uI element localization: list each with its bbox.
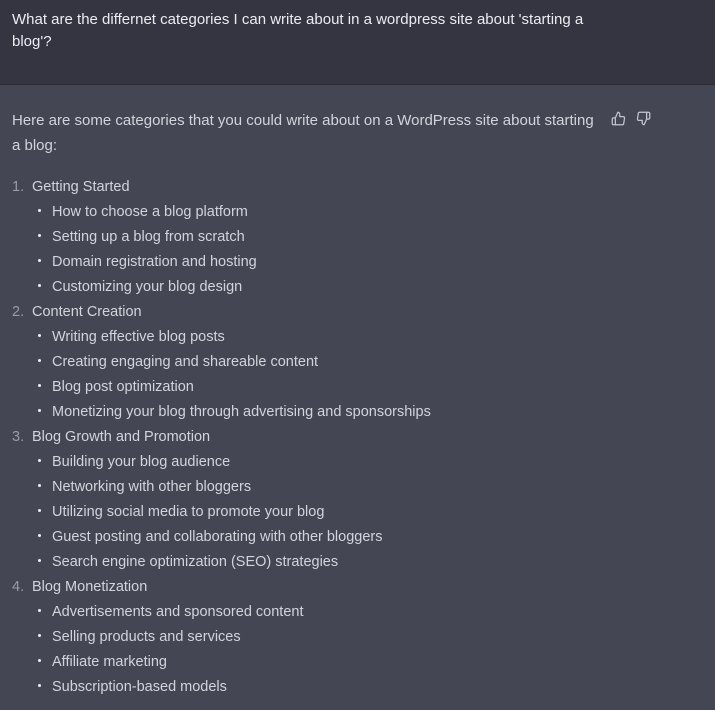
list-item	[12, 275, 702, 300]
bullet-icon	[38, 234, 41, 237]
list-item-text: Building your blog audience	[52, 454, 231, 470]
list-item-text: Affiliate marketing	[52, 654, 167, 670]
category-section	[12, 575, 702, 700]
category-items	[12, 200, 702, 300]
category-section	[12, 300, 702, 425]
category-heading	[12, 175, 702, 200]
assistant-message	[0, 85, 715, 710]
bullet-icon	[38, 634, 41, 637]
category-items	[12, 450, 702, 575]
list-item	[12, 675, 702, 700]
category-number: 4.	[12, 579, 25, 595]
list-item	[12, 225, 702, 250]
list-item-text: Utilizing social media to promote your blog	[52, 504, 325, 520]
list-item-text: Blog post optimization	[52, 379, 194, 395]
category-section	[12, 175, 702, 300]
bullet-icon	[38, 684, 41, 687]
category-number: 2.	[12, 304, 25, 320]
bullet-icon	[38, 359, 41, 362]
thumbs-up-icon[interactable]	[610, 110, 626, 126]
list-item-text: Monetizing your blog through advertising and sponsorships	[52, 404, 431, 420]
list-item-text: Subscription-based models	[52, 679, 227, 695]
feedback-buttons	[610, 110, 651, 126]
list-item	[12, 600, 702, 625]
list-item-text: Writing effective blog posts	[52, 329, 225, 345]
list-item	[12, 525, 702, 550]
category-title: Blog Growth and Promotion	[32, 429, 211, 445]
bullet-icon	[38, 659, 41, 662]
bullet-icon	[38, 384, 41, 387]
category-title: Blog Monetization	[32, 579, 148, 595]
list-item	[12, 325, 702, 350]
category-number: 3.	[12, 429, 25, 445]
category-number: 1.	[12, 179, 25, 195]
bullet-icon	[38, 559, 41, 562]
bullet-icon	[38, 509, 41, 512]
bullet-icon	[38, 409, 41, 412]
bullet-icon	[38, 609, 41, 612]
list-item-text: Customizing your blog design	[52, 279, 243, 295]
bullet-icon	[38, 534, 41, 537]
list-item-text: Selling products and services	[52, 629, 241, 645]
category-title: Content Creation	[32, 304, 142, 320]
list-item	[12, 475, 702, 500]
list-item-text: Advertisements and sponsored content	[52, 604, 304, 620]
list-item-text: Creating engaging and shareable content	[52, 354, 319, 370]
list-item-text: Setting up a blog from scratch	[52, 229, 245, 245]
bullet-icon	[38, 334, 41, 337]
list-item	[12, 250, 702, 275]
category-items	[12, 325, 702, 425]
list-item-text: Guest posting and collaborating with other bloggers	[52, 529, 383, 545]
list-item-text: Domain registration and hosting	[52, 254, 257, 270]
thumbs-down-icon[interactable]	[635, 110, 651, 126]
list-item	[12, 450, 702, 475]
bullet-icon	[38, 209, 41, 212]
list-item	[12, 650, 702, 675]
list-item-text: How to choose a blog platform	[52, 204, 248, 220]
user-message	[0, 0, 715, 85]
list-item	[12, 400, 702, 425]
category-list	[12, 175, 702, 700]
list-item	[12, 350, 702, 375]
bullet-icon	[38, 284, 41, 287]
category-heading	[12, 425, 702, 450]
category-section	[12, 425, 702, 575]
category-heading	[12, 300, 702, 325]
assistant-intro-text: Here are some categories that you could write about on a WordPress site about starting a blog:	[12, 112, 594, 154]
list-item	[12, 375, 702, 400]
list-item	[12, 500, 702, 525]
list-item-text: Networking with other bloggers	[52, 479, 252, 495]
list-item	[12, 200, 702, 225]
list-item	[12, 625, 702, 650]
bullet-icon	[38, 459, 41, 462]
list-item-text: Search engine optimization (SEO) strategies	[52, 554, 339, 570]
bullet-icon	[38, 484, 41, 487]
category-heading	[12, 575, 702, 600]
category-items	[12, 600, 702, 700]
bullet-icon	[38, 259, 41, 262]
category-title: Getting Started	[32, 179, 130, 195]
user-message-text: What are the differnet categories I can write about in a wordpress site about 'starting a blog'?	[12, 11, 584, 50]
list-item	[12, 550, 702, 575]
